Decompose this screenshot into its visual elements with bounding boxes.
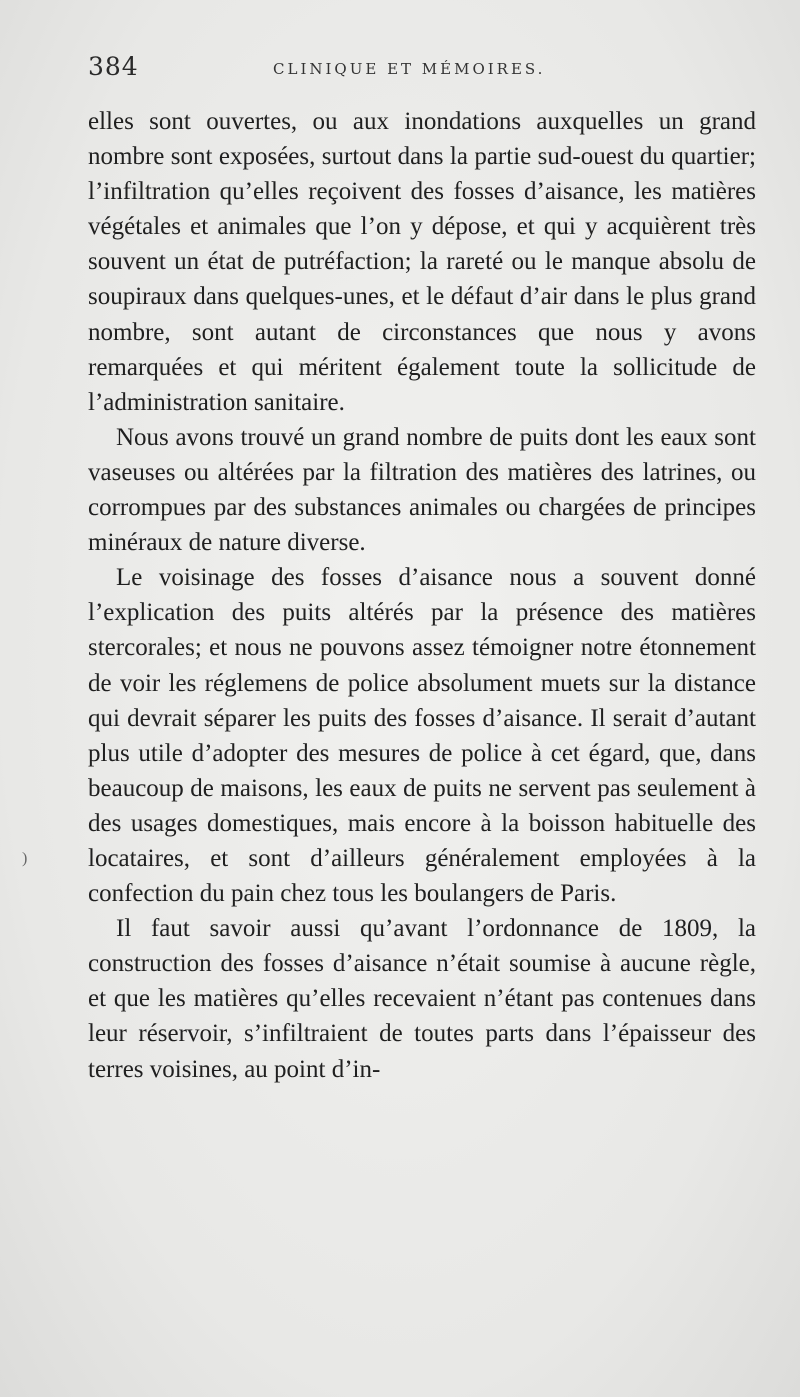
paragraph-cesspits: Le voisinage des fosses d’aisance nous a souvent donné l’explication des puits altérés par la présence des matières stercorales; et nous ne pouvons assez témoigner notre étonnement de voir les réglemens de police absolument muets sur la distance qui devrait séparer les puits des fosses d’aisance. Il serait d’autant plus utile d’adopter des mesures de police à cet égard, que, dans beaucoup de maisons, les eaux de puits ne servent pas seulement à des usages domestiques, mais encore à la boisson habituelle des locataires, et sont d’ailleurs généralement employées à la confection du pain chez tous les boulangers de Paris.: [88, 564, 756, 908]
paragraph-continuation: elles sont ouvertes, ou aux inondations auxquelles un grand nombre sont exposées, surtout dans la partie sud-ouest du quartier; l’infiltration qu’elles reçoivent des fosses d’aisance, les matières végétales et animales que l’on y dépose, et qui y acquièrent très souvent un état de putréfaction; la rareté ou le manque absolu de soupiraux dans quelques-unes, et le défaut d’air dans le plus grand nombre, sont autant de circonstances que nous y avons remarquées et qui méritent également toute la sollicitude de l’administration sanitaire.: [88, 108, 756, 416]
paragraph-wells: Nous avons trouvé un grand nombre de puits dont les eaux sont vaseuses ou altérées par la filtration des matières des latrines, ou corrompues par des substances animales ou chargées de principes minéraux de nature diverse.: [88, 423, 756, 557]
margin-mark: ): [22, 850, 28, 867]
paragraph-ordinance: Il faut savoir aussi qu’avant l’ordonnance de 1809, la construction des fosses d’aisance n’était soumise à aucune règle, et que les matières qu’elles recevaient n’étant pas contenues dans leur réservoir, s’infiltraient de toutes parts dans l’épaisseur des terres voisines, au point d’in-: [88, 915, 756, 1083]
page-header: [88, 52, 768, 92]
page-number: 384: [88, 52, 139, 81]
body-text: [88, 104, 756, 1087]
running-title: CLINIQUE ET MÉMOIRES.: [273, 60, 546, 78]
